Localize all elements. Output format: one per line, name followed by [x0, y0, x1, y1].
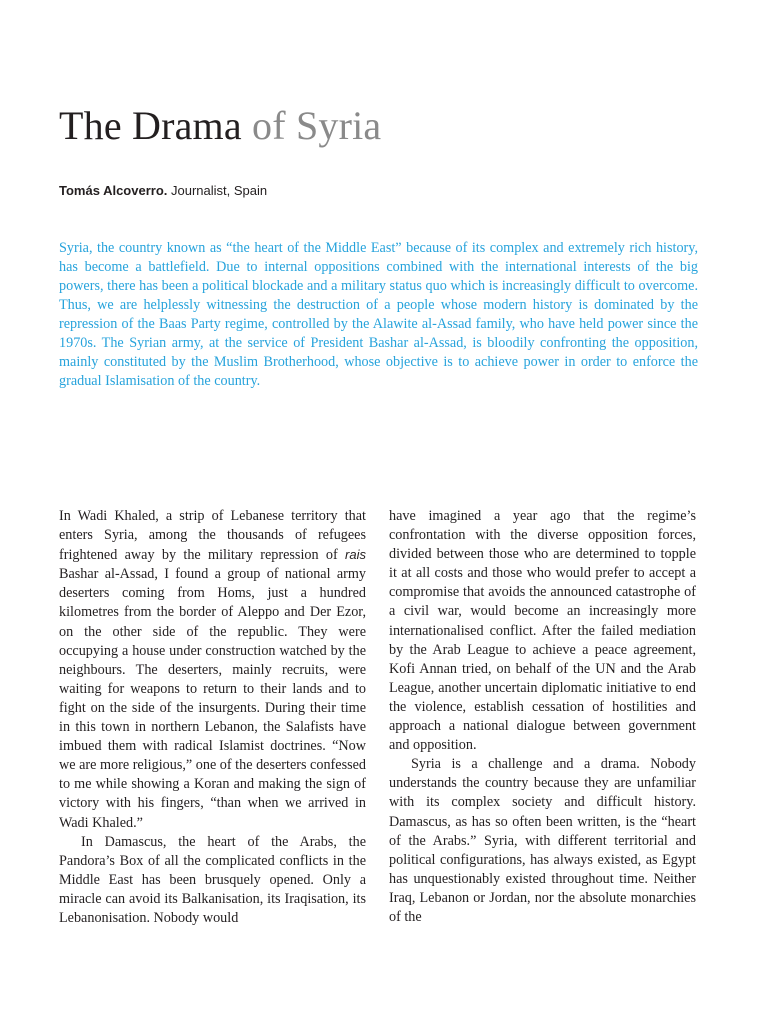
- p1-rais-term: rais: [345, 547, 366, 563]
- body-column-right: [389, 507, 696, 927]
- body-paragraph-3: have imagined a year ago that the regime’s confrontation with the diverse opposition forces, divided between those who are determined to topple it at all costs and those who would prefer to accept a compromise that avoids the announced catastrophe of a civil war, would become an increasingly more internationalised conflict. After the failed mediation by the Arab League to achieve a peace agreement, Kofi Annan tried, on behalf of the UN and the Arab League, another uncertain diplomatic initiative to end the violence, establish cessation of hostilities and approach a national dialogue between government and opposition.: [389, 508, 696, 754]
- body-column-left: [59, 507, 366, 928]
- title-sub: of Syria: [241, 103, 382, 148]
- page-title: [59, 101, 381, 151]
- p1-text-after: Bashar al-Assad, I found a group of national army deserters coming from Homs, just a hundred kilometres from the border of Aleppo and Der Ezor, on the other side of the republic. They were occupying a house under construction watched by the neighbours. The deserters, mainly recruits, were waiting for weapons to return to their lands and to fight on the side of the insurgents. During their time in this town in northern Lebanon, the Salafists have imbued them with radical Islamist doctrines. “Now we are more religious,” one of the deserters confessed to me while showing a Koran and making the sign of victory with his fingers, “than when we arrived in Wadi Khaled.”: [59, 566, 366, 831]
- body-paragraph-1: [59, 507, 366, 833]
- author-role: Journalist, Spain: [167, 183, 268, 198]
- author-name: Tomás Alcoverro.: [59, 183, 168, 198]
- body-paragraph-2: In Damascus, the heart of the Arabs, the Pandora’s Box of all the complicated conflicts in the Middle East has been brusquely opened. Only a miracle can avoid its Balkanisation, its Iraqisation, its Lebanonisation. Nobody would: [59, 833, 366, 926]
- body-paragraph-4: Syria is a challenge and a drama. Nobody understands the country because they are unfamiliar with its complex society and difficult history. Damascus, as has so often been written, is the “heart of the Arabs.” Syria, with different territorial and political configurations, has always existed, as Egypt has unquestionably existed throughout time. Neither Iraq, Lebanon or Jordan, nor the absolute monarchies of the: [389, 756, 696, 925]
- abstract-paragraph: Syria, the country known as “the heart of the Middle East” because of its complex and extremely rich history, has become a battlefield. Due to internal oppositions combined with the international interests of the big powers, there has been a political blockade and a military status quo which is increasingly difficult to overcome. Thus, we are helplessly witnessing the destruction of a people whose modern history is dominated by the repression of the Baas Party regime, controlled by the Alawite al-Assad family, who have held power since the 1970s. The Syrian army, at the service of President Bashar al-Assad, is bloodily confronting the opposition, mainly constituted by the Muslim Brotherhood, whose objective is to achieve power in order to enforce the gradual Islamisation of the country.: [59, 240, 698, 389]
- title-main: The Drama: [59, 103, 242, 148]
- p1-text-before: In Wadi Khaled, a strip of Lebanese territory that enters Syria, among the thousands of refugees frightened away by the military repression of: [59, 508, 366, 564]
- author-byline: [59, 182, 267, 200]
